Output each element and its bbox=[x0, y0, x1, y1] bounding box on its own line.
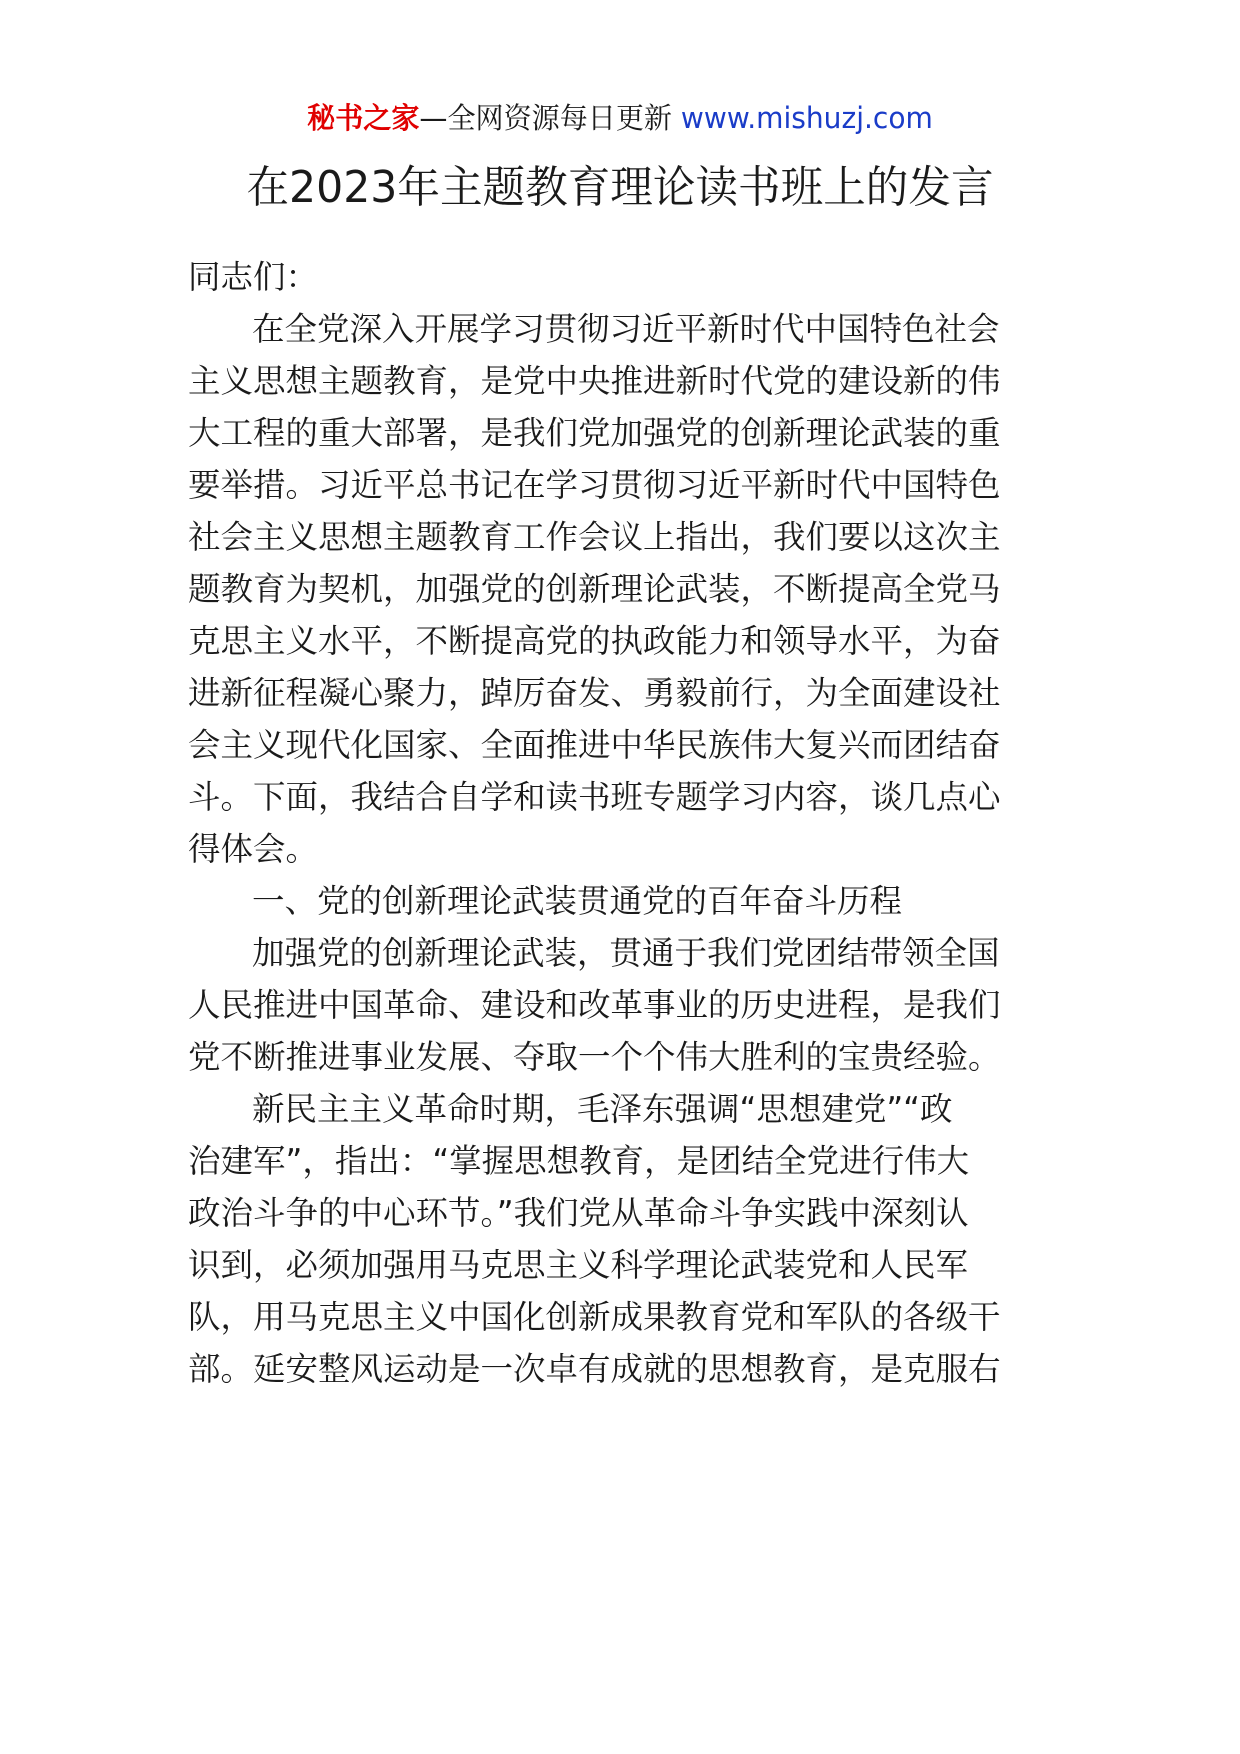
body-line: 政治斗争的中心环节。”我们党从革命斗争实践中深刻认 bbox=[188, 1194, 969, 1232]
body-line: 队，用马克思主义中国化创新成果教育党和军队的各级干 bbox=[188, 1298, 1001, 1336]
body-line: 会主义现代化国家、全面推进中华民族伟大复兴而团结奋 bbox=[188, 726, 1001, 764]
salutation: 同志们： bbox=[188, 258, 319, 296]
site-tagline: —全网资源每日更新 bbox=[419, 101, 681, 135]
body-line: 克思主义水平，不断提高党的执政能力和领导水平，为奋 bbox=[188, 622, 1001, 660]
body-line: 加强党的创新理论武装，贯通于我们党团结带领全国 bbox=[252, 934, 1000, 972]
site-header bbox=[20, 98, 1220, 138]
section-heading: 一、党的创新理论武装贯通党的百年奋斗历程 bbox=[252, 882, 903, 920]
body-line: 得体会。 bbox=[188, 830, 319, 868]
body-line: 在全党深入开展学习贯彻习近平新时代中国特色社会 bbox=[252, 310, 1000, 348]
body-line: 社会主义思想主题教育工作会议上指出，我们要以这次主 bbox=[188, 518, 1001, 556]
body-line: 大工程的重大部署，是我们党加强党的创新理论武装的重 bbox=[188, 414, 1001, 452]
body-line: 部。延安整风运动是一次卓有成就的思想教育，是克服右 bbox=[188, 1350, 1001, 1388]
body-line: 党不断推进事业发展、夺取一个个伟大胜利的宝贵经验。 bbox=[188, 1038, 1001, 1076]
body-line: 新民主主义革命时期，毛泽东强调“思想建党”“政 bbox=[252, 1090, 953, 1128]
document-title: 在2023年主题教育理论读书班上的发言 bbox=[246, 162, 994, 213]
body-line: 要举措。习近平总书记在学习贯彻习近平新时代中国特色 bbox=[188, 466, 1001, 504]
site-url[interactable]: www.mishuzj.com bbox=[680, 101, 933, 135]
body-line: 主义思想主题教育，是党中央推进新时代党的建设新的伟 bbox=[188, 362, 1001, 400]
body-line: 题教育为契机，加强党的创新理论武装，不断提高全党马 bbox=[188, 570, 1001, 608]
body-line: 人民推进中国革命、建设和改革事业的历史进程，是我们 bbox=[188, 986, 1001, 1024]
body-line: 识到，必须加强用马克思主义科学理论武装党和人民军 bbox=[188, 1246, 969, 1284]
site-brand: 秘书之家 bbox=[307, 101, 420, 135]
body-line: 斗。下面，我结合自学和读书班专题学习内容，谈几点心 bbox=[188, 778, 1001, 816]
body-line: 治建军”，指出：“掌握思想教育，是团结全党进行伟大 bbox=[188, 1142, 970, 1180]
body-line: 进新征程凝心聚力，踔厉奋发、勇毅前行，为全面建设社 bbox=[188, 674, 1001, 712]
